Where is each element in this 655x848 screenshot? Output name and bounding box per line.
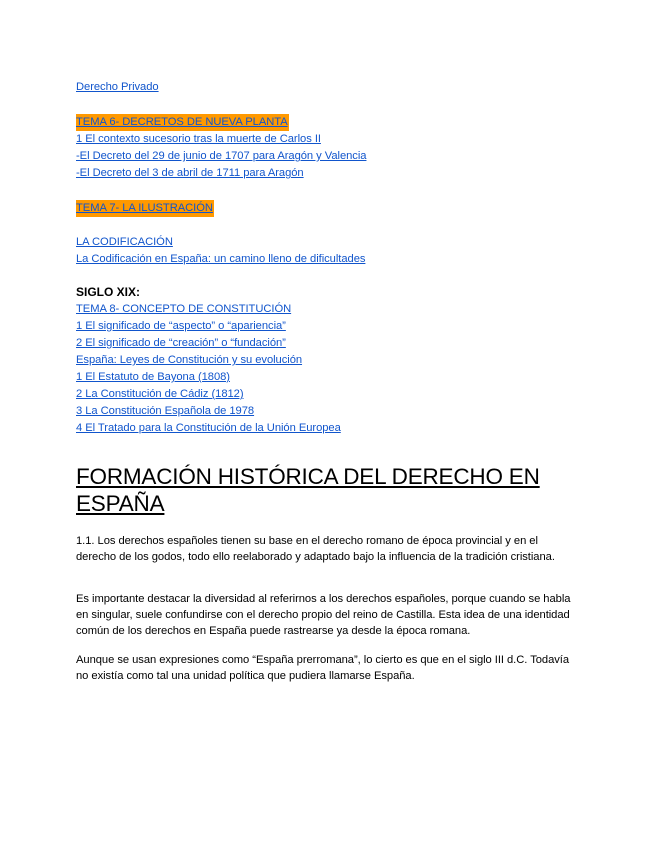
toc-link-codificacion-item[interactable]: La Codificación en España: un camino lleno de dificultades — [76, 253, 366, 265]
toc-link-tema-8[interactable]: TEMA 8- CONCEPTO DE CONSTITUCIÓN — [76, 303, 292, 315]
body-paragraph: 1.1. Los derechos españoles tienen su base en el derecho romano de época provincial y en el derecho de los godos, todo ello reelaborado y adaptado bajo la influencia de la tradición cristiana. — [76, 535, 555, 563]
toc-link-tema6-item[interactable]: -El Decreto del 29 de junio de 1707 para Aragón y Valencia — [76, 150, 367, 162]
toc-link-tema8-item[interactable]: 3 La Constitución Española de 1978 — [76, 405, 255, 417]
toc-link-tema-6[interactable]: TEMA 6- DECRETOS DE NUEVA PLANTA — [76, 114, 289, 131]
toc-link-tema6-item[interactable]: -El Decreto del 3 de abril de 1711 para Aragón — [76, 167, 304, 179]
toc-link-tema8-item[interactable]: 1 El significado de “aspecto” o “apariencia” — [76, 320, 286, 332]
toc-link-codificacion[interactable]: LA CODIFICACIÓN — [76, 236, 173, 248]
toc-link-tema8-item[interactable]: 2 El significado de “creación” o “fundación” — [76, 337, 286, 349]
siglo-xix-label: SIGLO XIX: — [76, 285, 141, 299]
toc-link-tema8-item[interactable]: 1 El Estatuto de Bayona (1808) — [76, 371, 230, 383]
toc-link-derecho-privado[interactable]: Derecho Privado — [76, 81, 159, 93]
toc-link-tema8-item[interactable]: 2 La Constitución de Cádiz (1812) — [76, 388, 244, 400]
table-of-contents — [76, 79, 586, 437]
toc-link-tema-7[interactable]: TEMA 7- LA ILUSTRACIÓN — [76, 200, 214, 217]
body-paragraph: Aunque se usan expresiones como “España prerromana”, lo cierto es que en el siglo III d.C. Todavía no existía como tal una unidad política que pudiera llamarse España. — [76, 654, 570, 682]
toc-link-tema6-item[interactable]: 1 El contexto sucesorio tras la muerte de Carlos II — [76, 133, 321, 145]
body-paragraph: Es importante destacar la diversidad al referirnos a los derechos españoles, porque cuando se habla en singular, suele confundirse con el derecho propio del reino de Castilla. Esta idea de una identidad común de los derechos en España puede rastrearse ya desde la época romana. — [76, 593, 571, 637]
toc-link-tema8-item[interactable]: 4 El Tratado para la Constitución de la Unión Europea — [76, 422, 341, 434]
document-title: FORMACIÓN HISTÓRICA DEL DERECHO EN ESPAÑA — [76, 464, 540, 516]
toc-link-tema8-item[interactable]: España: Leyes de Constitución y su evolución — [76, 354, 303, 366]
